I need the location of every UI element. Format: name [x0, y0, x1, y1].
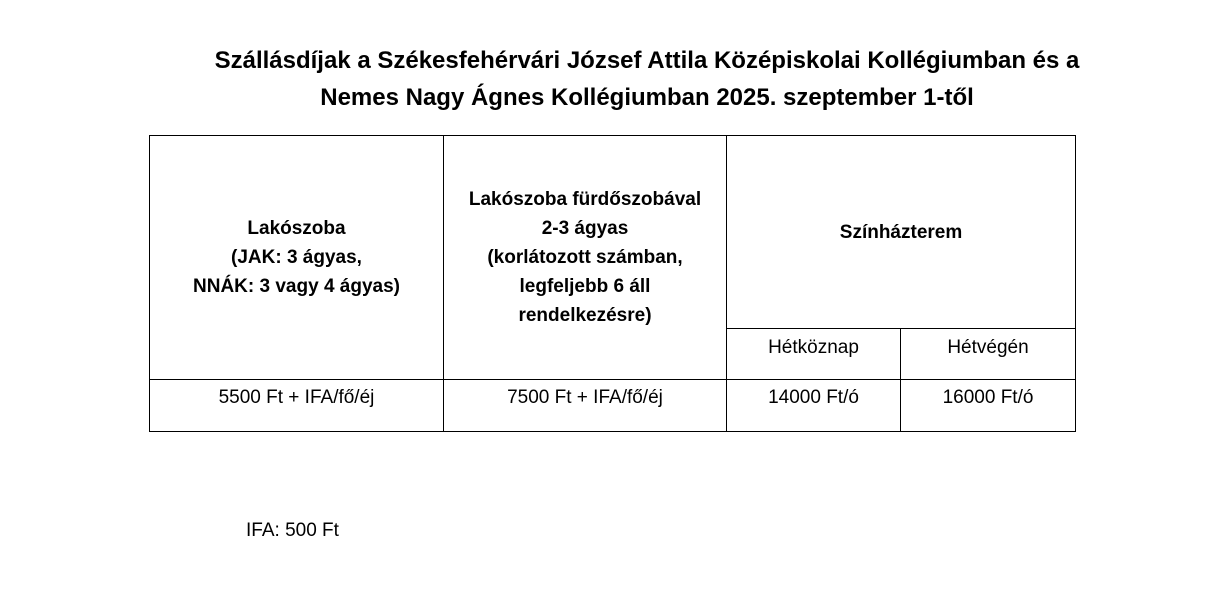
- value-room: 5500 Ft + IFA/fő/éj: [150, 380, 444, 432]
- value-weekend: 16000 Ft/ó: [901, 380, 1076, 432]
- title-line-1: Szállásdíjak a Székesfehérvári József Attila Középiskolai Kollégiumban és a: [214, 47, 1080, 74]
- header-bathroom-line: legfeljebb 6 áll: [519, 276, 651, 297]
- subheader-weekend: Hétvégén: [901, 329, 1076, 380]
- header-room-line: NNÁK: 3 vagy 4 ágyas): [193, 276, 400, 297]
- tax-note: IFA: 500 Ft: [246, 520, 339, 541]
- header-bathroom-line: rendelkezésre): [518, 305, 652, 326]
- header-cell-theatre: Színházterem: [727, 136, 1076, 329]
- subheader-weekday: Hétköznap: [727, 329, 901, 380]
- header-bathroom-line: (korlátozott számban,: [487, 247, 683, 268]
- header-cell-room-bathroom: [444, 136, 727, 380]
- header-room-line: (JAK: 3 ágyas,: [231, 247, 362, 268]
- title-line-2: Nemes Nagy Ágnes Kollégiumban 2025. szeptember 1-től: [320, 84, 974, 111]
- header-room-line: Lakószoba: [247, 218, 346, 239]
- header-bathroom-line: 2-3 ágyas: [541, 218, 629, 239]
- table-header-row: [150, 136, 1076, 329]
- page-title: [150, 42, 1144, 116]
- value-room-bathroom: 7500 Ft + IFA/fő/éj: [444, 380, 727, 432]
- table-row: [150, 380, 1076, 432]
- header-cell-room: [150, 136, 444, 380]
- rates-table: [149, 135, 1076, 432]
- value-weekday: 14000 Ft/ó: [727, 380, 901, 432]
- header-bathroom-line: Lakószoba fürdőszobával: [468, 189, 702, 210]
